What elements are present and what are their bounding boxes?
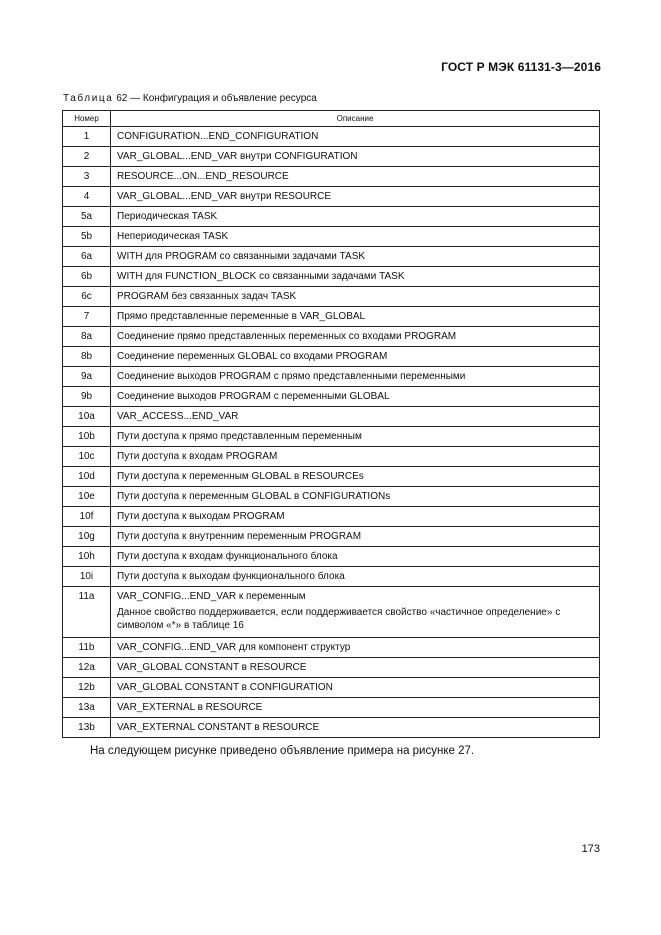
table-row — [63, 207, 600, 227]
row-description-cell — [111, 327, 600, 347]
body-paragraph: На следующем рисунке приведено объявление примера на рисунке 27. — [90, 745, 475, 757]
row-description: Периодическая TASK — [117, 211, 218, 222]
page-number: 173 — [581, 843, 600, 855]
row-description: Пути доступа к переменным GLOBAL в CONFIGURATIONs — [117, 491, 391, 502]
table-row — [63, 427, 600, 447]
row-description-cell — [111, 367, 600, 387]
row-description: CONFIGURATION...END_CONFIGURATION — [117, 131, 319, 142]
table-body — [63, 127, 600, 738]
row-number: 12a — [63, 658, 111, 678]
row-description: VAR_GLOBAL CONSTANT в RESOURCE — [117, 662, 307, 673]
row-number: 2 — [63, 147, 111, 167]
standard-designation: ГОСТ Р МЭК 61131-3—2016 — [441, 60, 601, 74]
table-header-row — [63, 111, 600, 127]
row-number: 1 — [63, 127, 111, 147]
row-description-cell — [111, 527, 600, 547]
row-description: Пути доступа к выходам PROGRAM — [117, 511, 285, 522]
row-description: PROGRAM без связанных задач TASK — [117, 291, 297, 302]
row-description-cell — [111, 387, 600, 407]
row-description-cell — [111, 247, 600, 267]
table-row — [63, 447, 600, 467]
column-header-number: Номер — [63, 111, 111, 127]
row-number: 10e — [63, 487, 111, 507]
row-description: RESOURCE...ON...END_RESOURCE — [117, 171, 289, 182]
row-description-cell — [111, 267, 600, 287]
row-number: 11b — [63, 638, 111, 658]
table-caption-word: Таблица — [63, 93, 114, 104]
row-number: 10b — [63, 427, 111, 447]
table-row — [63, 507, 600, 527]
row-number: 10h — [63, 547, 111, 567]
row-description: Непериодическая TASK — [117, 231, 229, 242]
row-description-cell — [111, 147, 600, 167]
row-description: VAR_ACCESS...END_VAR — [117, 411, 239, 422]
row-description: Соединение переменных GLOBAL со входами PROGRAM — [117, 351, 388, 362]
row-number: 5a — [63, 207, 111, 227]
row-description: WITH для PROGRAM со связанными задачами TASK — [117, 251, 366, 262]
table-row — [63, 187, 600, 207]
row-description-cell — [111, 207, 600, 227]
row-number: 11a — [63, 587, 111, 638]
row-description: Пути доступа к входам функционального блока — [117, 551, 338, 562]
row-number: 8a — [63, 327, 111, 347]
row-number: 10c — [63, 447, 111, 467]
row-number: 7 — [63, 307, 111, 327]
row-number: 6a — [63, 247, 111, 267]
row-number: 6b — [63, 267, 111, 287]
row-description: VAR_CONFIG...END_VAR к переменным — [117, 591, 306, 602]
row-description: Соединение выходов PROGRAM с переменными GLOBAL — [117, 391, 390, 402]
table-row — [63, 307, 600, 327]
table-row — [63, 587, 600, 638]
table-row — [63, 698, 600, 718]
row-description-cell — [111, 718, 600, 738]
row-number: 4 — [63, 187, 111, 207]
table-row — [63, 658, 600, 678]
row-description-cell — [111, 487, 600, 507]
row-description-cell — [111, 427, 600, 447]
row-description-cell — [111, 658, 600, 678]
row-number: 12b — [63, 678, 111, 698]
table-row — [63, 267, 600, 287]
row-description-cell — [111, 678, 600, 698]
table-row — [63, 127, 600, 147]
row-description-cell — [111, 287, 600, 307]
row-number: 10i — [63, 567, 111, 587]
row-description-cell — [111, 447, 600, 467]
row-description-cell — [111, 698, 600, 718]
row-description: Пути доступа к выходам функционального блока — [117, 571, 345, 582]
row-description: WITH для FUNCTION_BLOCK со связанными задачами TASK — [117, 271, 405, 282]
row-number: 10a — [63, 407, 111, 427]
table-row — [63, 387, 600, 407]
table-row — [63, 367, 600, 387]
table-row — [63, 467, 600, 487]
row-description: VAR_EXTERNAL в RESOURCE — [117, 702, 263, 713]
row-description: VAR_GLOBAL...END_VAR внутри RESOURCE — [117, 191, 332, 202]
table-row — [63, 247, 600, 267]
table-row — [63, 227, 600, 247]
row-description-cell — [111, 587, 600, 638]
row-description: Пути доступа к прямо представленным переменным — [117, 431, 362, 442]
row-description: Соединение выходов PROGRAM с прямо представленными переменными — [117, 371, 466, 382]
row-description: VAR_CONFIG...END_VAR для компонент структур — [117, 642, 351, 653]
feature-table — [62, 110, 600, 738]
row-description-cell — [111, 567, 600, 587]
row-description: VAR_EXTERNAL CONSTANT в RESOURCE — [117, 722, 320, 733]
table-row — [63, 347, 600, 367]
table-row — [63, 147, 600, 167]
row-description-cell — [111, 547, 600, 567]
row-description: Пути доступа к входам PROGRAM — [117, 451, 278, 462]
row-number: 10f — [63, 507, 111, 527]
table-row — [63, 718, 600, 738]
table-row — [63, 327, 600, 347]
column-header-description: Описание — [111, 111, 600, 127]
table-row — [63, 638, 600, 658]
row-description-cell — [111, 187, 600, 207]
row-description-cell — [111, 127, 600, 147]
row-description: VAR_GLOBAL CONSTANT в CONFIGURATION — [117, 682, 333, 693]
table-row — [63, 547, 600, 567]
row-description: VAR_GLOBAL...END_VAR внутри CONFIGURATION — [117, 151, 358, 162]
row-number: 9a — [63, 367, 111, 387]
row-description-cell — [111, 307, 600, 327]
row-note: Данное свойство поддерживается, если поддерживается свойство «частичное определение» с символом «*» в таблице 16 — [117, 607, 561, 631]
row-description: Прямо представленные переменные в VAR_GLOBAL — [117, 311, 366, 322]
row-description-cell — [111, 467, 600, 487]
table-row — [63, 167, 600, 187]
row-number: 13b — [63, 718, 111, 738]
row-description: Соединение прямо представленных переменных со входами PROGRAM — [117, 331, 457, 342]
row-description-cell — [111, 507, 600, 527]
row-number: 6c — [63, 287, 111, 307]
row-description-cell — [111, 227, 600, 247]
row-number: 10g — [63, 527, 111, 547]
row-description-cell — [111, 638, 600, 658]
table-caption-text: 62 — Конфигурация и объявление ресурса — [116, 93, 317, 104]
row-description: Пути доступа к переменным GLOBAL в RESOURCEs — [117, 471, 364, 482]
table-row — [63, 567, 600, 587]
row-description: Пути доступа к внутренним переменным PROGRAM — [117, 531, 362, 542]
row-description-cell — [111, 407, 600, 427]
row-number: 13a — [63, 698, 111, 718]
table-row — [63, 527, 600, 547]
table-caption — [63, 93, 317, 104]
row-number: 9b — [63, 387, 111, 407]
table-row — [63, 407, 600, 427]
row-number: 5b — [63, 227, 111, 247]
table-row — [63, 287, 600, 307]
table-header — [63, 111, 600, 127]
row-description-cell — [111, 167, 600, 187]
row-number: 10d — [63, 467, 111, 487]
table-row — [63, 678, 600, 698]
row-description-cell — [111, 347, 600, 367]
row-number: 3 — [63, 167, 111, 187]
table-row — [63, 487, 600, 507]
row-number: 8b — [63, 347, 111, 367]
